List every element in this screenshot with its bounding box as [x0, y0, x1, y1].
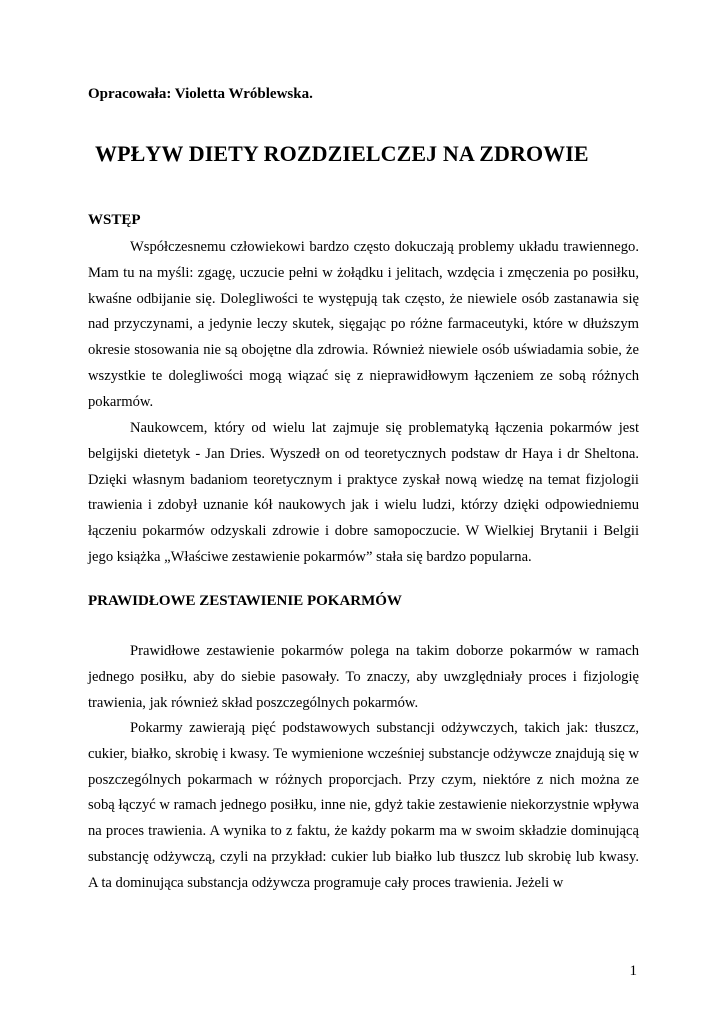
section-heading-intro: WSTĘP: [88, 212, 141, 228]
document-title: WPŁYW DIETY ROZDZIELCZEJ NA ZDROWIE: [95, 141, 589, 166]
page-number: 1: [629, 963, 637, 979]
author-line: Opracowała: Violetta Wróblewska.: [88, 86, 313, 102]
food-combining-paragraph-1: Prawidłowe zestawienie pokarmów polega na takim doborze pokarmów w ramach jednego posiłku, aby do siebie pasowały. To znaczy, aby uwzględniały proces i fizjologię trawienia, jak również skład poszczególnych pokarmów.: [88, 643, 639, 711]
intro-paragraph-1: Współczesnemu człowiekowi bardzo często dokuczają problemy układu trawiennego. Mam tu na myśli: zgagę, uczucie pełni w żołądku i jelitach, wzdęcia i zmęczenia po posiłku, kwaśne odbijanie się. Dolegliwości te występują tak często, że niewiele osób zastanawia się nad przyczynami, a jedynie leczy skutek, sięgając po różne farmaceutyki, które w dłuższym okresie stosowania nie są obojętne dla zdrowia. Również niewiele osób uświadamia sobie, że wszystkie te dolegliwości mogą wiązać się z nieprawidłowym łączeniem ze sobą różnych pokarmów.: [88, 239, 639, 410]
intro-paragraph-2: Naukowcem, który od wielu lat zajmuje się problematyką łączenia pokarmów jest belgijski dietetyk - Jan Dries. Wyszedł on od teoretycznych podstaw dr Haya i dr Sheltona. Dzięki własnym badaniom teoretycznym i praktyce zyskał nową wiedzę na temat fizjologii trawienia i zdobył uznanie kół naukowych jak i wielu ludzi, którzy dzięki odpowiedniemu łączeniu pokarmów odzyskali zdrowie i dobre samopoczucie. W Wielkiej Brytanii i Belgii jego książka „Właściwe zestawienie pokarmów” stała się bardzo popularna.: [88, 420, 639, 565]
food-combining-paragraph-2: Pokarmy zawierają pięć podstawowych substancji odżywczych, takich jak: tłuszcz, cukier, białko, skrobię i kwasy. Te wymienione wcześniej substancje odżywcze znajdują się w poszczególnych pokarmach w różnych proporcjach. Przy czym, niektóre z nich można ze sobą łączyć w ramach jednego posiłku, inne nie, gdyż takie zestawienie niekorzystnie wpływa na proces trawienia. A wynika to z faktu, że każdy pokarm ma w swoim składzie dominującą substancję odżywczą, czyli na przykład: cukier lub białko lub tłuszcz lub skrobię lub kwasy. A ta dominująca substancja odżywcza programuje cały proces trawienia. Jeżeli w: [88, 720, 639, 891]
section-heading-food-combining: PRAWIDŁOWE ZESTAWIENIE POKARMÓW: [88, 593, 402, 609]
